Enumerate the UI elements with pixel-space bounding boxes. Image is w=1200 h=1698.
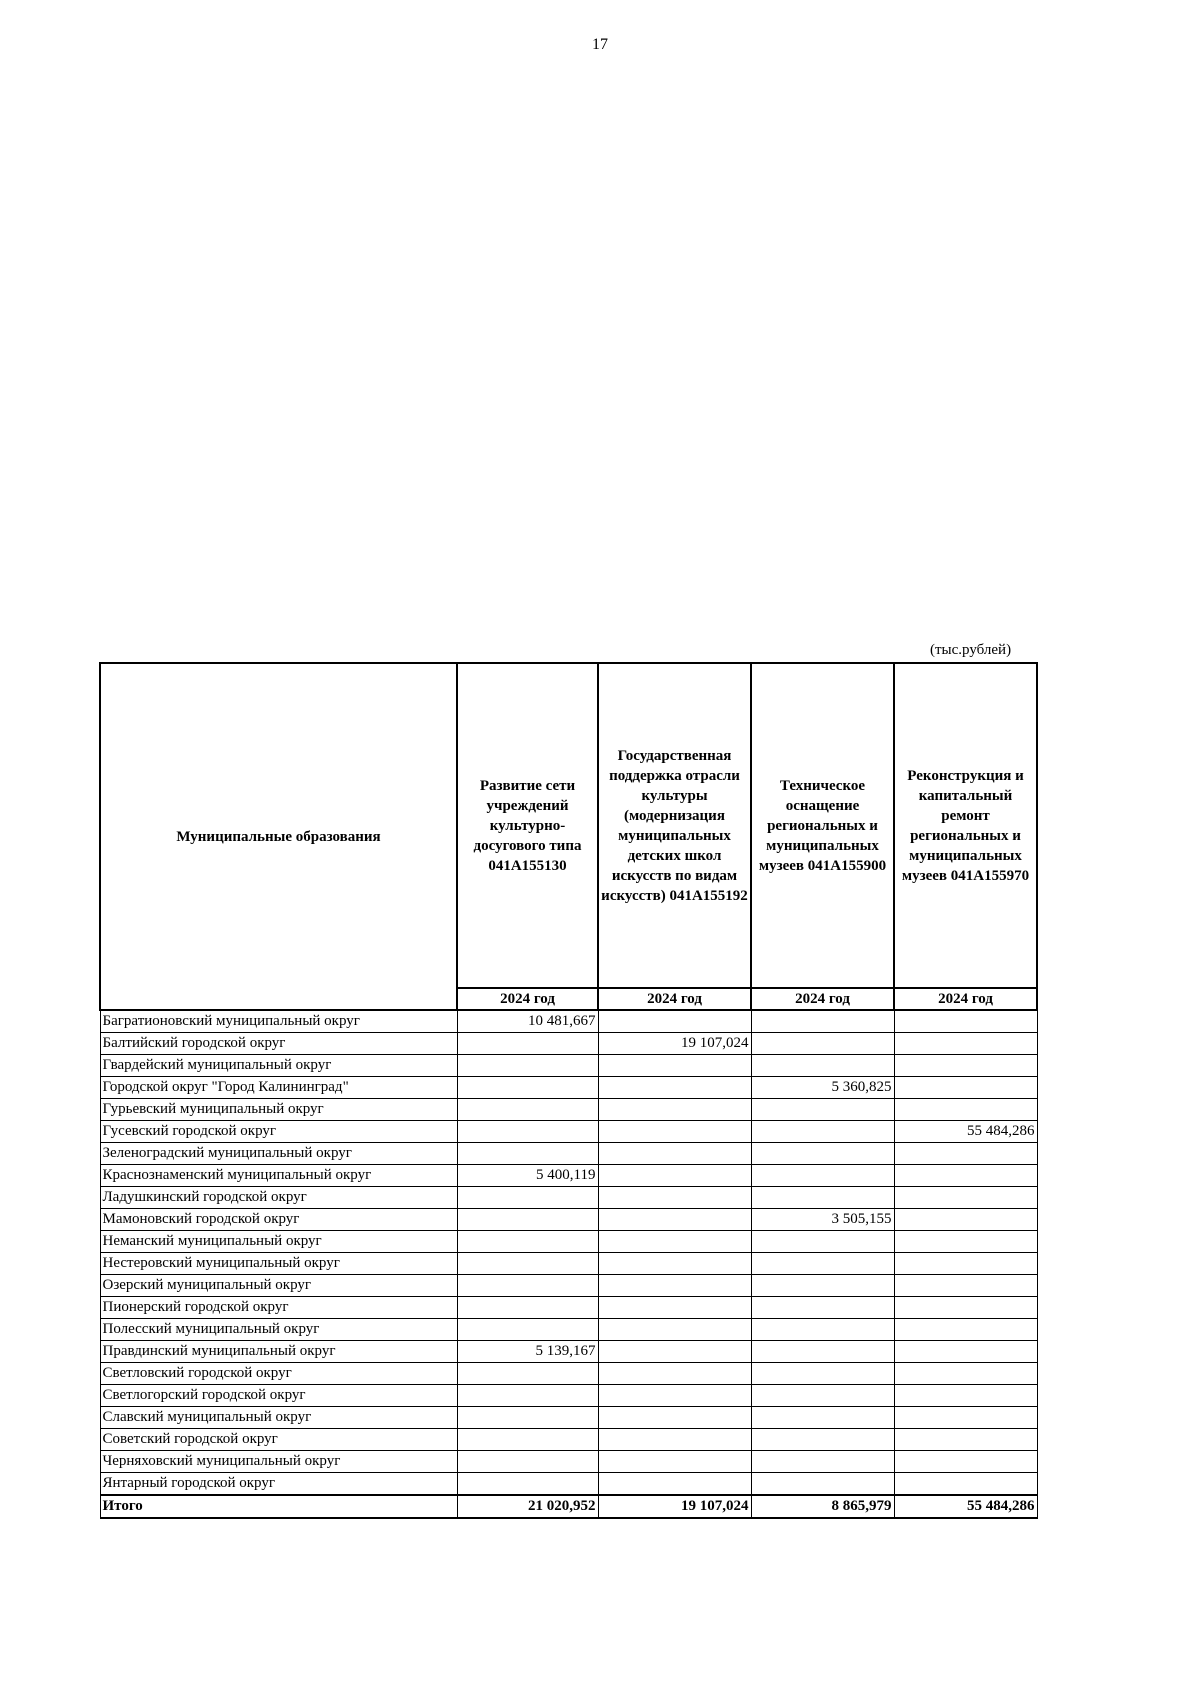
table-row: [100, 1407, 1037, 1429]
value-cell: 5 360,825: [751, 1077, 894, 1099]
table-row: [100, 1010, 1037, 1033]
value-cell: [751, 1363, 894, 1385]
value-cell: [894, 1319, 1037, 1341]
municipality-name: Гусевский городской округ: [100, 1121, 457, 1143]
value-cell: [598, 1319, 751, 1341]
value-cell: [894, 1341, 1037, 1363]
municipality-name: Балтийский городской округ: [100, 1033, 457, 1055]
value-cell: [894, 1165, 1037, 1187]
table-row: [100, 1385, 1037, 1407]
table-row: [100, 1341, 1037, 1363]
table-row: [100, 1055, 1037, 1077]
municipality-name: Гурьевский муниципальный округ: [100, 1099, 457, 1121]
value-cell: [751, 1187, 894, 1209]
table-row: [100, 1451, 1037, 1473]
municipality-name: Правдинский муниципальный округ: [100, 1341, 457, 1363]
value-cell: 10 481,667: [457, 1010, 598, 1033]
table-row: [100, 1275, 1037, 1297]
value-cell: [598, 1165, 751, 1187]
value-cell: [598, 1341, 751, 1363]
column-header-museum-reconstruction: Реконструкция и капитальный ремонт региональных и муниципальных музеев 041А155970: [894, 663, 1037, 988]
table-row: [100, 1363, 1037, 1385]
value-cell: [751, 1099, 894, 1121]
value-cell: [598, 1363, 751, 1385]
municipality-name: Черняховский муниципальный округ: [100, 1451, 457, 1473]
municipality-name: Советский городской округ: [100, 1429, 457, 1451]
value-cell: [457, 1407, 598, 1429]
table-row: [100, 1077, 1037, 1099]
table-row: [100, 1187, 1037, 1209]
municipality-name: Мамоновский городской округ: [100, 1209, 457, 1231]
year-label: 2024 год: [751, 988, 894, 1010]
value-cell: [457, 1209, 598, 1231]
total-cell: 55 484,286: [894, 1495, 1037, 1518]
municipality-name: Светлогорский городской округ: [100, 1385, 457, 1407]
table-row: [100, 1143, 1037, 1165]
value-cell: [894, 1385, 1037, 1407]
value-cell: [598, 1473, 751, 1496]
municipality-name: Багратионовский муниципальный округ: [100, 1010, 457, 1033]
value-cell: [894, 1033, 1037, 1055]
value-cell: [751, 1231, 894, 1253]
value-cell: [751, 1143, 894, 1165]
total-cell: 21 020,952: [457, 1495, 598, 1518]
municipality-name: Славский муниципальный округ: [100, 1407, 457, 1429]
value-cell: [598, 1407, 751, 1429]
value-cell: [457, 1275, 598, 1297]
table-row: [100, 1297, 1037, 1319]
units-label: (тыс.рублей): [930, 642, 1012, 658]
funding-table: [99, 662, 1038, 1519]
value-cell: [457, 1099, 598, 1121]
value-cell: [894, 1010, 1037, 1033]
municipality-name: Янтарный городской округ: [100, 1473, 457, 1496]
value-cell: [894, 1297, 1037, 1319]
value-cell: 19 107,024: [598, 1033, 751, 1055]
total-cell: 8 865,979: [751, 1495, 894, 1518]
value-cell: [457, 1187, 598, 1209]
table-row: [100, 1121, 1037, 1143]
municipality-name: Зеленоградский муниципальный округ: [100, 1143, 457, 1165]
column-header-cultural-network: Развитие сети учреждений культурно-досугового типа 041А155130: [457, 663, 598, 988]
value-cell: [598, 1253, 751, 1275]
value-cell: [751, 1253, 894, 1275]
value-cell: [457, 1055, 598, 1077]
municipality-name: Ладушкинский городской округ: [100, 1187, 457, 1209]
value-cell: [457, 1363, 598, 1385]
value-cell: [457, 1297, 598, 1319]
value-cell: [751, 1010, 894, 1033]
value-cell: 5 139,167: [457, 1341, 598, 1363]
value-cell: [751, 1165, 894, 1187]
value-cell: [751, 1385, 894, 1407]
value-cell: [457, 1033, 598, 1055]
value-cell: [894, 1429, 1037, 1451]
value-cell: [457, 1121, 598, 1143]
value-cell: 55 484,286: [894, 1121, 1037, 1143]
table-row: [100, 1473, 1037, 1496]
value-cell: [457, 1473, 598, 1496]
total-label: Итого: [100, 1495, 457, 1518]
municipality-name: Гвардейский муниципальный округ: [100, 1055, 457, 1077]
value-cell: [598, 1297, 751, 1319]
table-row: [100, 1033, 1037, 1055]
value-cell: [598, 1231, 751, 1253]
value-cell: [457, 1143, 598, 1165]
municipality-name: Пионерский городской округ: [100, 1297, 457, 1319]
value-cell: [751, 1407, 894, 1429]
total-row: [100, 1495, 1037, 1518]
value-cell: [457, 1231, 598, 1253]
value-cell: [457, 1253, 598, 1275]
value-cell: [894, 1473, 1037, 1496]
table-row: [100, 1253, 1037, 1275]
table-row: [100, 1231, 1037, 1253]
value-cell: [751, 1121, 894, 1143]
municipality-name: Городской округ "Город Калининград": [100, 1077, 457, 1099]
table-row: [100, 1209, 1037, 1231]
value-cell: [751, 1297, 894, 1319]
value-cell: [751, 1429, 894, 1451]
value-cell: [457, 1077, 598, 1099]
year-label: 2024 год: [598, 988, 751, 1010]
value-cell: [598, 1429, 751, 1451]
table-row: [100, 1099, 1037, 1121]
value-cell: 5 400,119: [457, 1165, 598, 1187]
value-cell: [894, 1451, 1037, 1473]
column-header-municipalities: Муниципальные образования: [100, 663, 457, 1010]
value-cell: [894, 1077, 1037, 1099]
municipality-name: Светловский городской округ: [100, 1363, 457, 1385]
value-cell: [894, 1231, 1037, 1253]
value-cell: [598, 1143, 751, 1165]
value-cell: [598, 1010, 751, 1033]
value-cell: [598, 1275, 751, 1297]
value-cell: [598, 1451, 751, 1473]
value-cell: [751, 1319, 894, 1341]
value-cell: [894, 1055, 1037, 1077]
value-cell: [598, 1385, 751, 1407]
value-cell: [894, 1099, 1037, 1121]
value-cell: [457, 1385, 598, 1407]
value-cell: [894, 1275, 1037, 1297]
municipality-name: Неманский муниципальный округ: [100, 1231, 457, 1253]
value-cell: [598, 1121, 751, 1143]
value-cell: [598, 1055, 751, 1077]
value-cell: [598, 1187, 751, 1209]
table-row: [100, 1319, 1037, 1341]
year-label: 2024 год: [457, 988, 598, 1010]
page-number: 17: [592, 36, 608, 53]
total-cell: 19 107,024: [598, 1495, 751, 1518]
value-cell: [894, 1209, 1037, 1231]
value-cell: [751, 1055, 894, 1077]
municipality-name: Полесский муниципальный округ: [100, 1319, 457, 1341]
value-cell: [457, 1451, 598, 1473]
value-cell: 3 505,155: [751, 1209, 894, 1231]
table-body: [100, 1010, 1037, 1495]
value-cell: [894, 1187, 1037, 1209]
table-row: [100, 1429, 1037, 1451]
value-cell: [894, 1407, 1037, 1429]
value-cell: [894, 1143, 1037, 1165]
column-header-art-schools: Государственная поддержка отрасли культуры (модернизация муниципальных детских школ искусств по видам искусств) 041А155192: [598, 663, 751, 988]
table-row: [100, 1165, 1037, 1187]
year-label: 2024 год: [894, 988, 1037, 1010]
value-cell: [751, 1451, 894, 1473]
value-cell: [751, 1275, 894, 1297]
value-cell: [751, 1473, 894, 1496]
value-cell: [598, 1209, 751, 1231]
value-cell: [751, 1341, 894, 1363]
value-cell: [598, 1099, 751, 1121]
municipality-name: Нестеровский муниципальный округ: [100, 1253, 457, 1275]
value-cell: [457, 1319, 598, 1341]
value-cell: [894, 1363, 1037, 1385]
municipality-name: Озерский муниципальный округ: [100, 1275, 457, 1297]
value-cell: [751, 1033, 894, 1055]
municipality-name: Краснознаменский муниципальный округ: [100, 1165, 457, 1187]
value-cell: [598, 1077, 751, 1099]
value-cell: [894, 1253, 1037, 1275]
value-cell: [457, 1429, 598, 1451]
column-header-museum-equipment: Техническое оснащение региональных и муниципальных музеев 041А155900: [751, 663, 894, 988]
